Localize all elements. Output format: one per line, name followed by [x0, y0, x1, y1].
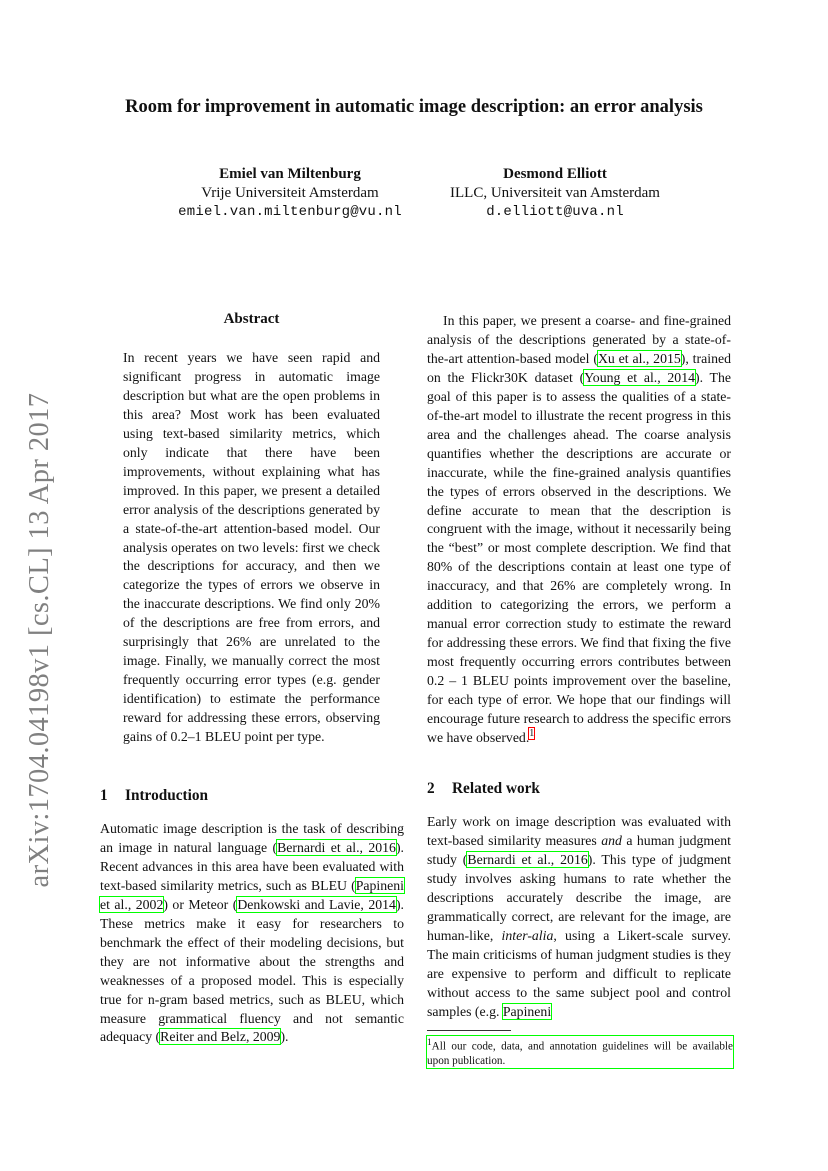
- author-affiliation: Vrije Universiteit Amsterdam: [201, 185, 379, 201]
- author-name: Desmond Elliott: [503, 166, 607, 182]
- body-text: , using a Likert-scale survey. The main criticisms of human judgment studies is they are expensive to perform and difficult to replicate without access to the same subject pool and control samples (e.g.: [427, 927, 732, 1019]
- body-text: a human judgment study (: [427, 832, 732, 867]
- body-text: ), trained on the Flickr30K dataset (: [427, 350, 731, 385]
- citation-link[interactable]: Denkowski and Lavie, 2014: [237, 896, 396, 912]
- body-text: ) or Meteor (: [163, 896, 238, 912]
- section-number: 1: [100, 787, 108, 804]
- paper-title: Room for improvement in automatic image description: an error analysis: [125, 97, 703, 117]
- body-text: Early work on image description was evaluated with text-based similarity measures: [427, 814, 731, 848]
- footnote-divider: [427, 1030, 511, 1031]
- author-affiliation: ILLC, Universiteit van Amsterdam: [450, 185, 660, 201]
- arxiv-identifier: [20, 380, 60, 900]
- emphasis-text: and: [601, 832, 622, 848]
- author-email: d.elliott@uva.nl: [486, 204, 624, 220]
- emphasis-text: inter-alia: [501, 927, 554, 943]
- section-heading-related-work: [427, 780, 540, 798]
- related-work-paragraph: [427, 813, 731, 1021]
- body-text: ). Recent advances in this area have been evaluated with text-based similarity metrics, such as BLEU (: [100, 839, 404, 893]
- body-text: Automatic image description is the task of describing an image in natural language (: [100, 821, 404, 855]
- abstract-text: In recent years we have seen rapid and significant progress in automatic image description but what are the open problems in this area? Most work has been evaluated using text-based similarity metrics, which only indicate that there have been improvements, without explaining what has improved. In this paper, we present a detailed error analysis of the descriptions generated by a state-of-the-art attention-based model. Our analysis operates on two levels: first we check the descriptions for accuracy, and then we categorize the types of errors we observe in the inaccurate descriptions. We find only 20% of the descriptions are free from errors, and surprisingly that 26% are unrelated to the image. Finally, we manually correct the most frequently occurring error types (e.g. gender identification) to estimate the performance reward for addressing these errors, observing gains of 0.2–1 BLEU point per type.: [123, 350, 380, 745]
- section-title: Related work: [452, 780, 540, 797]
- introduction-paragraph: [100, 820, 404, 1047]
- citation-link[interactable]: Papineni: [502, 1003, 552, 1019]
- author-block-2: [405, 165, 705, 222]
- arxiv-id-text: arXiv:1704.04198v1 [cs.CL] 13 Apr 2017: [24, 392, 55, 888]
- body-text: ). The goal of this paper is to assess the qualities of a state-of-the-art model to illustrate the recent progress in this area and the challenges ahead. The coarse analysis quantifies whether the descriptions are accurate or inaccurate, while the fine-grained analysis quantifies the types of errors observed in the descriptions. We define accurate to mean that the description is congruent with the image, without it necessarily being the “best” or most complete description. We find that 80% of the descriptions contain at least one type of inaccuracy, and that 26% are completely wrong. In addition to categorizing the errors, we perform a manual error correction study to estimate the reward for addressing these errors. We find that fixing the five most frequently occurring errors contributes between 0.2 – 1 BLEU points improvement over the baseline, for each type of error. We hope that our findings will encourage future research to address the specific errors we have observed.: [427, 369, 731, 745]
- footnote-text: All our code, data, and annotation guidelines will be available upon publication.: [427, 1040, 733, 1067]
- body-text: ). These metrics make it easy for researchers to benchmark the effect of their modeling decisions, but they are not informative about the strengths and weaknesses of a proposed model. This is especially true for n-gram based metrics, such as BLEU, which measure grammatical fluency and not semantic adequacy (: [100, 896, 404, 1045]
- citation-link[interactable]: Bernardi et al., 2016: [467, 851, 588, 867]
- footnote-number: 1: [427, 1038, 432, 1048]
- author-email: emiel.van.miltenburg@vu.nl: [178, 204, 402, 220]
- body-text: In this paper, we present a coarse- and fine-grained analysis of the descriptions generated by a state-of-the-art attention-based model (: [427, 313, 731, 366]
- footnote[interactable]: [427, 1036, 733, 1068]
- citation-link[interactable]: Papineni et al., 2002: [100, 877, 404, 912]
- section-title: Introduction: [125, 787, 209, 804]
- section-number: 2: [427, 780, 435, 797]
- abstract-heading: Abstract: [223, 311, 280, 327]
- section-heading-introduction: [100, 787, 208, 805]
- author-block-1: [140, 165, 440, 222]
- citation-link[interactable]: Bernardi et al., 2016: [277, 839, 396, 855]
- intro-continued-paragraph: [427, 312, 731, 748]
- footnote-marker-link[interactable]: 1: [529, 728, 535, 740]
- citation-link[interactable]: Young et al., 2014: [584, 369, 696, 385]
- citation-link[interactable]: Reiter and Belz, 2009: [160, 1029, 281, 1045]
- body-text: ). This type of judgment study involves asking humans to rate whether the descriptions accurately describe the image, are grammatically correct, are relevant for the image, are human-like,: [427, 851, 731, 943]
- body-text: ).: [280, 1029, 289, 1045]
- author-name: Emiel van Miltenburg: [219, 166, 361, 182]
- citation-link[interactable]: Xu et al., 2015: [597, 350, 681, 366]
